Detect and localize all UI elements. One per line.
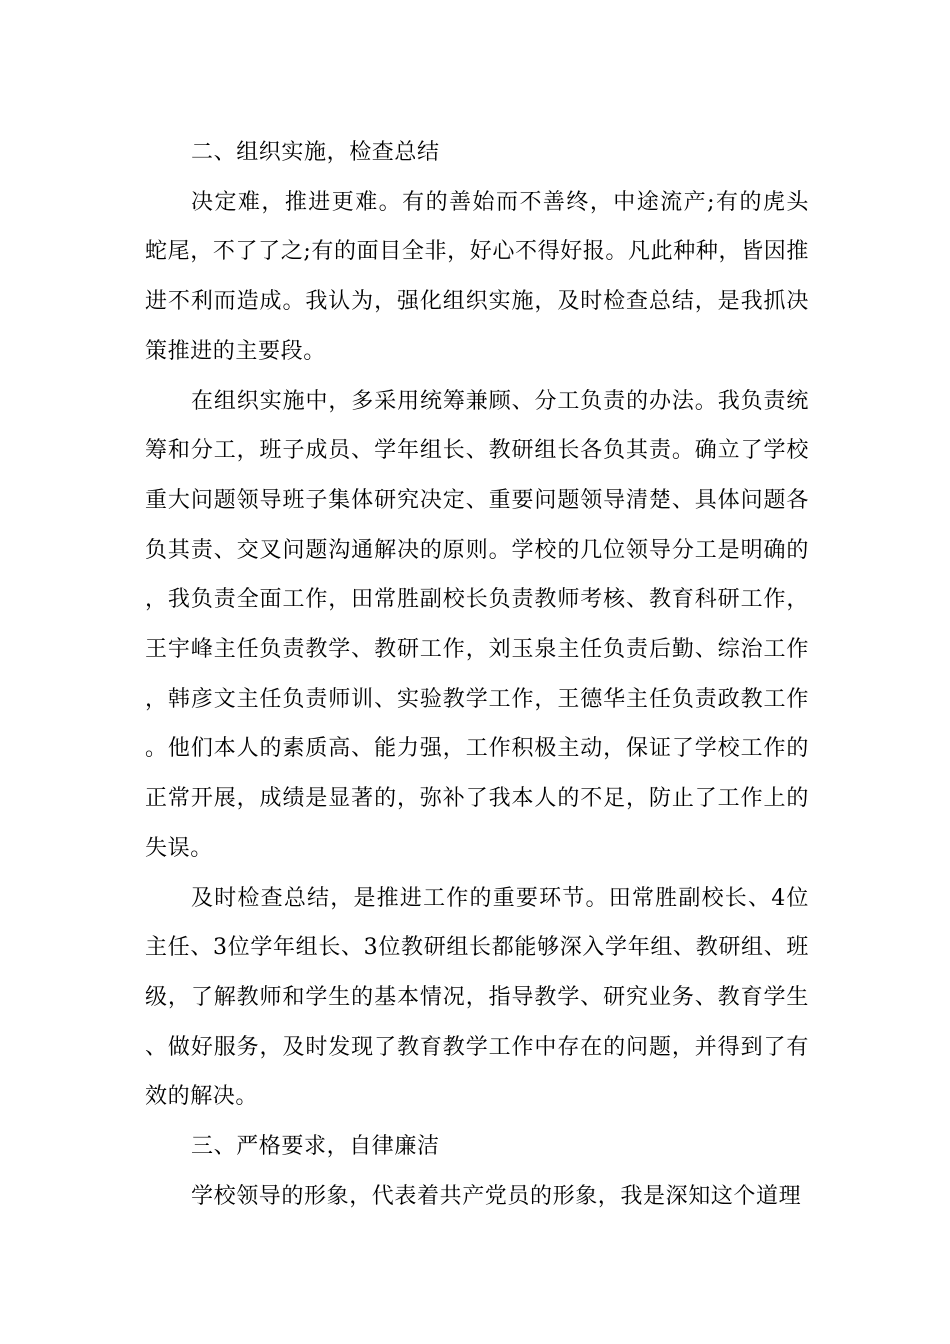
paragraph-organization-implementation: 在组织实施中，多采用统筹兼顾、分工负责的办法。我负责统筹和分工，班子成员、学年组长、教研组长各负其责。确立了学校重大问题领导班子集体研究决定、重要问题领导清楚、具体问题各负其责、交叉问题沟通解决的原则。学校的几位领导分工是明确的，我负责全面工作，田常胜副校长负责教师考核、教育科研工作，王宇峰主任负责教学、教研工作，刘玉泉主任负责后勤、综治工作，韩彦文主任负责师训、实验教学工作，王德华主任负责政教工作。他们本人的素质高、能力强，工作积极主动，保证了学校工作的正常开展，成绩是显著的，弥补了我本人的不足，防止了工作上的失误。 [145,388,809,861]
document-body [145,128,809,1221]
section-heading-3: 三、严格要求，自律廉洁 [191,1134,440,1160]
paragraph-leadership-image: 学校领导的形象，代表着共产党员的形象，我是深知这个道理 [191,1183,802,1209]
section-heading-2: 二、组织实施，检查总结 [191,140,440,165]
paragraph-decision-promotion: 决定难，推进更难。有的善始而不善终，中途流产;有的虎头蛇尾，不了了之;有的面目全非，好心不得好报。凡此种种，皆因推进不利而造成。我认为，强化组织实施，及时检查总结，是我抓决策推进的主要段。 [145,189,809,364]
paragraph-inspection-summary: 及时检查总结，是推进工作的重要环节。田常胜副校长、4位主任、3位学年组长、3位教研组长都能够深入学年组、教研组、班级，了解教师和学生的基本情况，指导教学、研究业务、教育学生、做好服务，及时发现了教育教学工作中存在的问题，并得到了有效的解决。 [145,885,809,1110]
